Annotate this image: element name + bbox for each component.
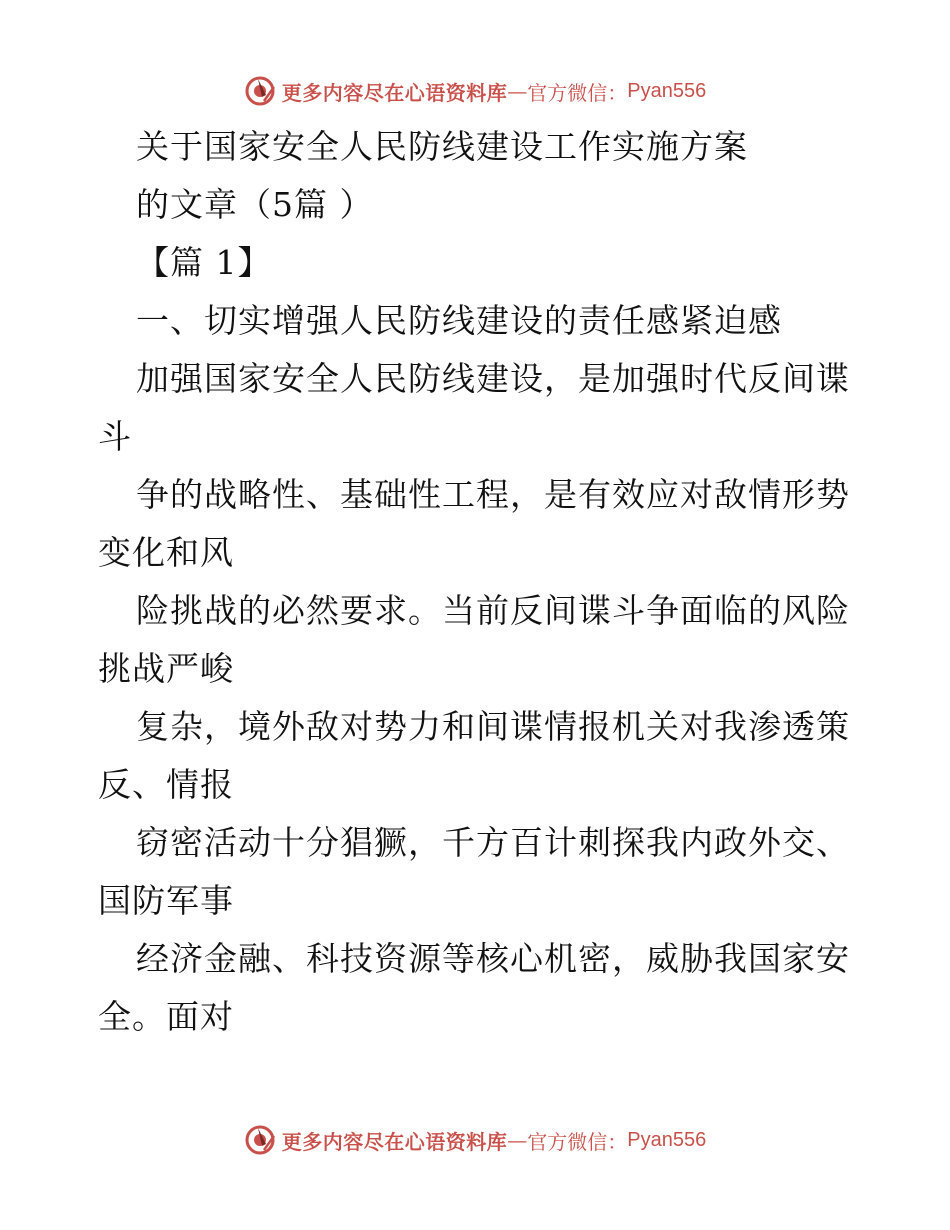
paragraph-line: 变化和风	[98, 533, 234, 572]
document-title-line-1: 关于国家安全人民防线建设工作实施方案	[136, 127, 748, 166]
paragraph-line: 挑战严峻	[98, 649, 234, 688]
paragraph-line: 加强国家安全人民防线建设，是加强时代反间谍	[136, 359, 850, 398]
document-body	[98, 118, 858, 1046]
section-heading: 一、切实增强人民防线建设的责任感紧迫感	[136, 301, 782, 340]
banner-wechat-label: 官方微信：	[527, 80, 628, 105]
paragraph-line: 复杂，境外敌对势力和间谍情报机关对我渗透策	[136, 707, 850, 746]
paragraph-line: 经济金融、科技资源等核心机密，威胁我国家安	[136, 939, 850, 978]
banner-separator: —	[507, 1128, 528, 1152]
banner-site-text: 更多内容尽在心语资料库	[281, 80, 508, 105]
banner-site-text: 更多内容尽在心语资料库	[281, 1129, 508, 1154]
paragraph-line: 斗	[98, 417, 132, 456]
document-title-line-2: 的文章（5篇 ）	[136, 185, 374, 224]
banner-wechat-id: Pyan556	[627, 1128, 707, 1151]
banner-wechat-label: 官方微信：	[527, 1129, 628, 1154]
paragraph-line: 争的战略性、基础性工程，是有效应对敌情形势	[136, 475, 850, 514]
paragraph-line: 窃密活动十分猖獗，千方百计刺探我内政外交、	[136, 823, 850, 862]
paragraph-line: 国防军事	[98, 881, 234, 920]
paragraph-line: 险挑战的必然要求。当前反间谍斗争面临的风险	[136, 591, 850, 630]
paragraph-line: 全。面对	[98, 997, 234, 1036]
bottom-watermark-banner	[0, 1120, 950, 1160]
brand-logo-icon	[244, 75, 276, 107]
brand-logo-icon	[244, 1124, 276, 1156]
paragraph-line: 反、情报	[98, 765, 234, 804]
banner-separator: —	[507, 79, 528, 103]
top-watermark-banner	[0, 71, 950, 111]
banner-wechat-id: Pyan556	[627, 79, 707, 102]
section-label: 【篇 1】	[136, 243, 272, 282]
